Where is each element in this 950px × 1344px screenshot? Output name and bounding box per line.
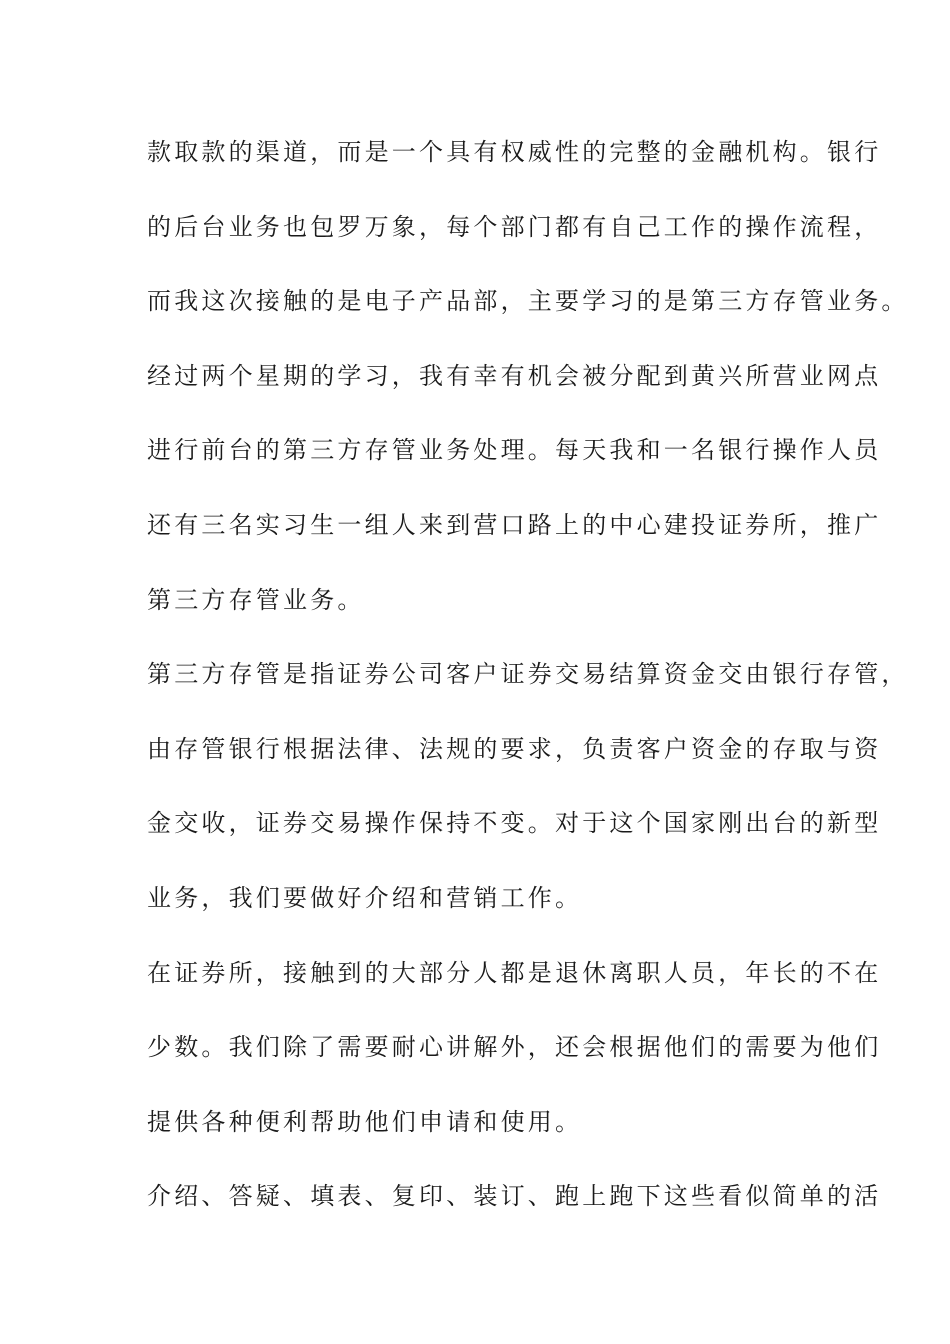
text-line: 经过两个星期的学习，我有幸有机会被分配到黄兴所营业网点 (147, 361, 882, 390)
text-line: 业务，我们要做好介绍和营销工作。 (147, 883, 583, 912)
text-line: 而我这次接触的是电子产品部，主要学习的是第三方存管业务。 (147, 287, 909, 316)
text-line: 由存管银行根据法律、法规的要求，负责客户资金的存取与资 (147, 734, 882, 763)
text-line: 的后台业务也包罗万象，每个部门都有自己工作的操作流程， (147, 212, 882, 241)
text-line: 还有三名实习生一组人来到营口路上的中心建投证券所，推广 (147, 510, 882, 539)
text-line: 款取款的渠道，而是一个具有权威性的完整的金融机构。银行 (147, 138, 882, 166)
text-line: 少数。我们除了需要耐心讲解外，还会根据他们的需要为他们 (147, 1033, 882, 1062)
text-line: 在证券所，接触到的大部分人都是退休离职人员，年长的不在 (147, 958, 882, 987)
text-line: 提供各种便利帮助他们申请和使用。 (147, 1107, 583, 1136)
body-text (147, 127, 909, 1246)
text-line: 第三方存管是指证券公司客户证券交易结算资金交由银行存管， (147, 660, 909, 689)
text-line: 进行前台的第三方存管业务处理。每天我和一名银行操作人员 (147, 436, 882, 465)
text-line: 金交收，证券交易操作保持不变。对于这个国家刚出台的新型 (147, 809, 882, 838)
text-line: 介绍、答疑、填表、复印、装订、跑上跑下这些看似简单的活 (147, 1182, 882, 1211)
text-line: 第三方存管业务。 (147, 585, 365, 614)
